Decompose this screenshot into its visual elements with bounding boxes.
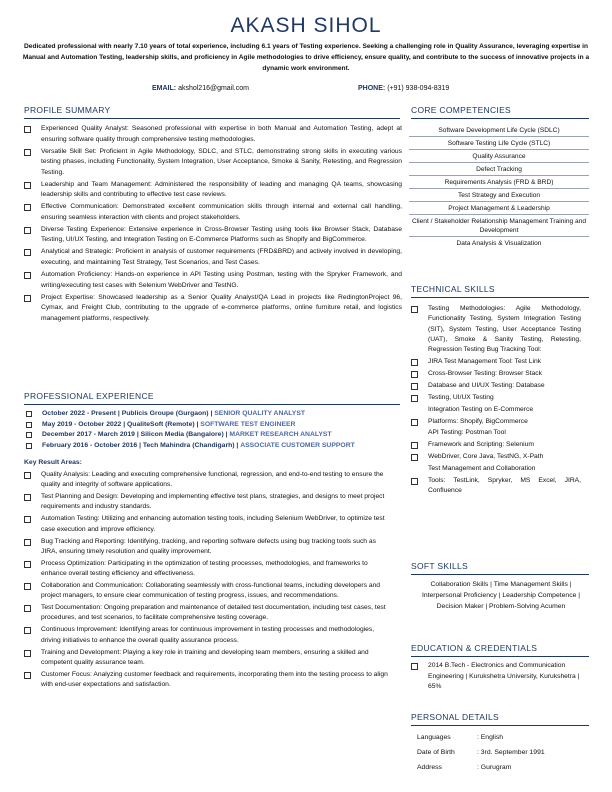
detail-key: Address (417, 764, 442, 771)
checkbox-icon (24, 650, 31, 657)
checkbox-icon (24, 627, 31, 634)
competency-item: Client / Stakeholder Relationship Management Training and Development (409, 215, 589, 237)
key-result-areas-list (24, 470, 394, 692)
checkbox-icon (24, 672, 31, 679)
checkbox-icon (24, 126, 31, 133)
list-item: Versatile Skill Set: Proficient in Agile Methodology, SDLC, and STLC, demonstrating strong skills in executing various testing phases, including Functionality, System Integration, User Acceptance, Smoke & Sanity, Retesting, and Regression Testing. (24, 147, 402, 179)
checkbox-icon (411, 359, 418, 366)
profile-summary-list (24, 124, 402, 326)
table-row (417, 730, 545, 745)
table-row (417, 745, 545, 760)
checkbox-icon (411, 442, 418, 449)
experience-item: October 2022 - Present | Publicis Groupe (Gurgaon) | SENIOR QUALITY ANALYST (26, 409, 386, 420)
competency-item: Test Strategy and Execution (409, 189, 589, 202)
technical-skills-rule (411, 297, 589, 298)
profile-summary-rule (24, 118, 400, 119)
checkbox-icon (411, 454, 418, 461)
checkbox-icon (24, 204, 31, 211)
checkbox-icon (24, 605, 31, 612)
technical-skills-list (411, 304, 581, 498)
education-heading: EDUCATION & CREDENTIALS (411, 643, 538, 653)
list-item: Continuous Improvement: Identifying areas for continuous improvement in testing processes and methodologies, driving initiatives to enhance the overall quality assurance process. (24, 625, 394, 646)
list-item: Automation Proficiency: Hands-on experience in API Testing using Postman, testing with the Spryker Framework, and writing/executing test cases with Selenium WebDriver and TestNG. (24, 270, 402, 291)
competency-item: Software Testing Life Cycle (STLC) (409, 137, 589, 150)
checkbox-icon (24, 295, 31, 302)
experience-item: February 2016 - October 2016 | Tech Mahindra (Chandigarh) | ASSOCIATE CUSTOMER SUPPORT (26, 441, 386, 452)
list-item: Training and Development: Playing a key role in training and developing team members, ensuring a skilled and competent quality assurance team. (24, 648, 394, 669)
key-result-areas-heading: Key Result Areas: (24, 459, 82, 466)
competency-item: Data Analysis & Visualization (456, 239, 542, 247)
core-competencies-list (409, 124, 589, 249)
table-row (417, 760, 545, 775)
personal-details-rule (411, 725, 589, 726)
list-item: Testing Methodologies: Agile Methodology, Functionality Testing, System Integration Testing (SIT), System Testing, User Acceptance Testing (UAT), Smoke & Sanity Testing, Retesting, Regression Testing Bug Tracking Tool: (411, 304, 581, 355)
phone-contact (358, 85, 449, 92)
personal-details-heading: PERSONAL DETAILS (411, 712, 499, 722)
list-item: Automation Testing: Utilizing and enhancing automation testing tools, including Selenium WebDriver, to optimize test case execution and improve efficiency. (24, 514, 394, 535)
checkbox-icon (24, 272, 31, 279)
list-item: Bug Tracking and Reporting: Identifying, tracking, and reporting software defects using bug tracking tools such as JIRA, ensuring timely resolution and quality improvement. (24, 537, 394, 558)
checkbox-icon (411, 419, 418, 426)
checkbox-icon (411, 478, 418, 485)
education-list (411, 661, 581, 694)
checkbox-icon (26, 411, 32, 417)
list-item: Test Management and Collaboration (428, 465, 536, 473)
list-item: Effective Communication: Demonstrated excellent communication skills through internal and external call handling, ensuring seamless interaction with clients and project stakeholders. (24, 202, 402, 223)
resume-name: AKASH SIHOL (230, 14, 382, 37)
list-item: Leadership and Team Management: Administered the responsibility of leading and managing QA teams, showcasing leadership skills and contributing to effective test case reviews. (24, 180, 402, 201)
checkbox-icon (24, 149, 31, 156)
competency-item: Software Development Life Cycle (SDLC) (409, 124, 589, 137)
list-item: Quality Analysis: Leading and executing comprehensive functional, regression, and end-to-end testing to ensure the quality and integrity of software applications. (24, 470, 394, 491)
education-rule (411, 656, 589, 657)
checkbox-icon (26, 432, 32, 438)
list-item: Process Optimization: Participating in the optimization of testing processes, methodologies, and frameworks to enhance overall testing efficiency and effectiveness. (24, 559, 394, 580)
soft-skills-rule (411, 574, 589, 575)
detail-value: : Gurugram (477, 764, 512, 771)
detail-value: : 3rd. September 1991 (477, 749, 545, 756)
checkbox-icon (411, 383, 418, 390)
checkbox-icon (24, 516, 31, 523)
list-item: Experienced Quality Analyst: Seasoned professional with expertise in both Manual and Automation Testing, adept at ensuring software quality through comprehensive testing methodologies. (24, 124, 402, 145)
detail-key: Date of Birth (417, 749, 455, 756)
list-item: Diverse Testing Experience: Extensive experience in Cross-Browser Testing using tools like Browser Stack, Database Testing, UI/UX Testing, and Integration Testing on E-Commerce Platforms such as Shopify and BigCommerce. (24, 225, 402, 246)
checkbox-icon (24, 227, 31, 234)
profile-summary-heading: PROFILE SUMMARY (24, 105, 111, 115)
list-item: 2014 B.Tech - Electronics and Communication Engineering | Kurukshetra University, Kurukshetra | 65% (411, 661, 581, 693)
detail-key: Languages (417, 734, 451, 741)
competency-item: Defect Tracking (409, 163, 589, 176)
checkbox-icon (26, 443, 32, 449)
checkbox-icon (24, 472, 31, 479)
soft-skills-heading: SOFT SKILLS (411, 561, 468, 571)
phone-value: (+91) 938-094-8319 (387, 85, 450, 92)
technical-skills-heading: TECHNICAL SKILLS (411, 284, 495, 294)
professional-experience-heading: PROFESSIONAL EXPERIENCE (24, 391, 154, 401)
detail-value: : English (477, 734, 504, 741)
checkbox-icon (24, 494, 31, 501)
summary-text: Dedicated professional with nearly 7.10 years of total experience, including 6.1 years of Testing experience. Seeking a challenging role in Quality Assurance, leveraging expertise in Manual and Automation Testing, leadership skills, and proficiency in Agile methodologies to drive efficiency, ensure quality, and contribute to the success of innovative projects in a dynamic work environment. (22, 43, 590, 72)
list-item: Tools: TestLink, Spryker, MS Excel, JIRA, Confluence (411, 476, 581, 497)
experience-item: December 2017 - March 2019 | Silicon Media (Bangalore) | MARKET RESEARCH ANALYST (26, 430, 386, 441)
email-label: EMAIL: (152, 85, 177, 92)
competency-item: Project Management & Leadership (409, 202, 589, 215)
competency-item: Quality Assurance (409, 150, 589, 163)
competency-item: Requirements Analysis (FRD & BRD) (409, 176, 589, 189)
list-item: Testing, UI/UX Testing (411, 393, 581, 403)
checkbox-icon (411, 371, 418, 378)
personal-details-table (417, 730, 545, 775)
checkbox-icon (24, 249, 31, 256)
professional-experience-rule (24, 404, 400, 405)
list-item: Project Expertise: Showcased leadership as a Senior Quality Analyst/QA Lead in projects like RedingtonProject 96, Cymax, and Freight Club, contributing to the upgrade of e-commerce platforms, online furniture retail, and logistics management platforms, respectively. (24, 293, 402, 325)
experience-list (26, 409, 386, 451)
list-item: JIRA Test Management Tool: Test Link (411, 357, 581, 367)
checkbox-icon (411, 663, 418, 670)
list-item: WebDriver, Core Java, TestNG, X-Path (411, 452, 581, 462)
checkbox-icon (24, 561, 31, 568)
phone-label: PHONE: (358, 85, 386, 92)
list-item: Collaboration and Communication: Collaborating seamlessly with cross-functional teams, including developers and project managers, to ensure clear communication of testing progress, issues, and recommendations. (24, 581, 394, 602)
list-item: Test Documentation: Ongoing preparation and maintenance of detailed test documentation, including test cases, test procedures, and test scenarios, to facilitate comprehensive testing coverage. (24, 603, 394, 624)
checkbox-icon (411, 395, 418, 402)
core-competencies-rule (411, 118, 589, 119)
experience-item: May 2019 - October 2022 | QualiteSoft (Remote) | SOFTWARE TEST ENGINEER (26, 420, 386, 431)
list-item: Test Planning and Design: Developing and implementing effective test plans, strategies, and designs to meet project requirements and industry standards. (24, 492, 394, 513)
list-item: Analytical and Strategic: Proficient in analysis of customer requirements (FRD&BRD) and actively involved in developing, executing, and maintaining Test Strategy, Test Scenarios, and Test Cases. (24, 247, 402, 268)
email-contact (152, 85, 249, 92)
soft-skills-text: Collaboration Skills | Time Management Skills | Interpersonal Proficiency | Leadership Competence | Decision Maker | Problem-Solving Acumen (421, 581, 581, 610)
list-item: API Testing: Postman Tool (428, 429, 506, 437)
email-value[interactable]: akshol216@gmail.com (178, 85, 249, 92)
checkbox-icon (24, 583, 31, 590)
checkbox-icon (24, 182, 31, 189)
checkbox-icon (24, 539, 31, 546)
list-item: Database and UI/UX Testing: Database (411, 381, 581, 391)
list-item: Cross-Browser Testing: Browser Stack (411, 369, 581, 379)
list-item: Customer Focus: Analyzing customer feedback and requirements, incorporating them into the testing process to align with end-user expectations and satisfaction. (24, 670, 394, 691)
list-item: Integration Testing on E-Commerce (428, 405, 534, 413)
list-item: Platforms: Shopify, BigCommerce (411, 417, 581, 427)
list-item: Framework and Scripting: Selenium (411, 440, 581, 450)
core-competencies-heading: CORE COMPETENCIES (411, 105, 512, 115)
checkbox-icon (411, 306, 418, 313)
checkbox-icon (26, 422, 32, 428)
